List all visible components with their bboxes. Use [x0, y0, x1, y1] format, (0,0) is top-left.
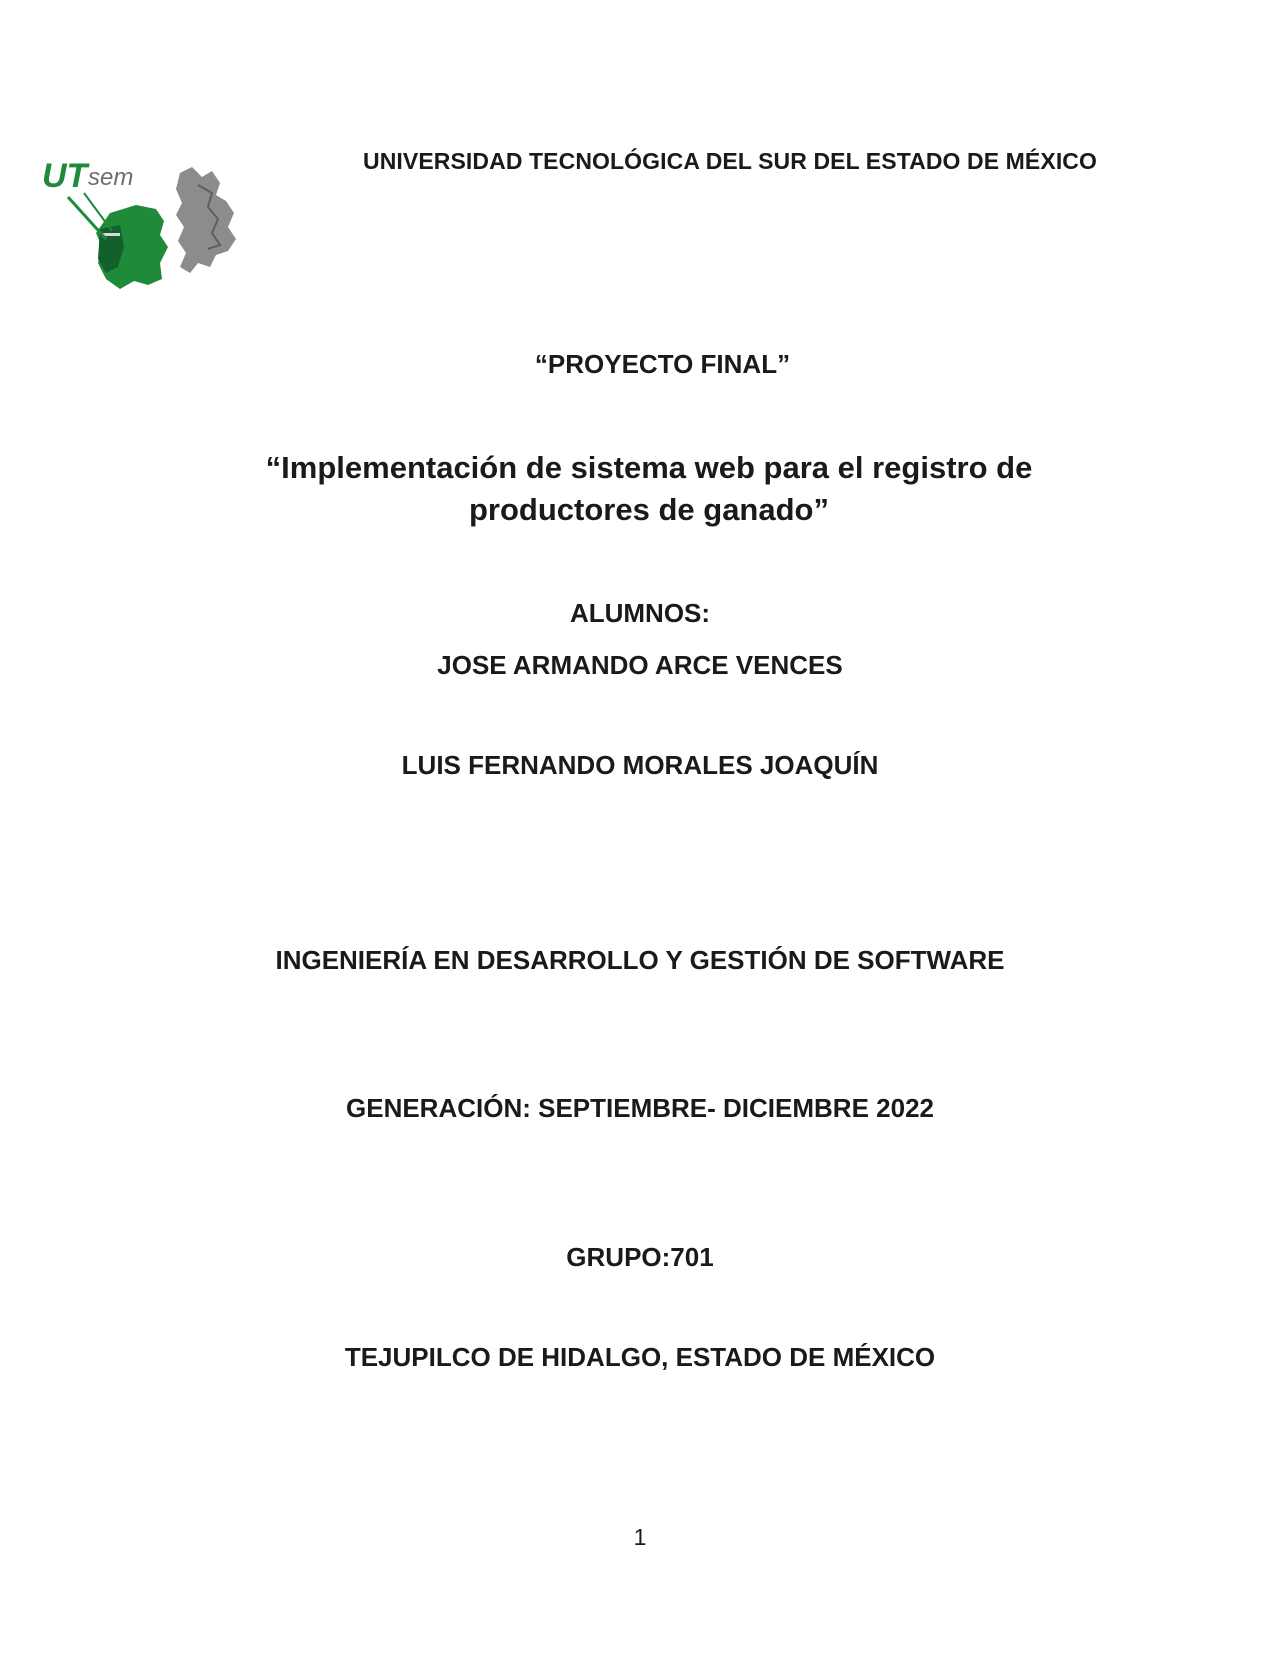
generation-text: GENERACIÓN: SEPTIEMBRE- DICIEMBRE 2022 — [346, 1093, 934, 1123]
logo-gray-map — [176, 167, 236, 273]
project-title — [0, 447, 1280, 531]
page-number: 1 — [633, 1524, 647, 1550]
university-name: UNIVERSIDAD TECNOLÓGICA DEL SUR DEL ESTADO DE MÉXICO — [362, 148, 1098, 174]
project-title-line-1: “Implementación de sistema web para el registro de — [265, 450, 1033, 485]
students-label: ALUMNOS: — [569, 598, 711, 628]
group-text: GRUPO:701 — [566, 1242, 714, 1272]
location-text: TEJUPILCO DE HIDALGO, ESTADO DE MÉXICO — [344, 1342, 936, 1372]
student-name: JOSE ARMANDO ARCE VENCES — [437, 650, 843, 680]
utsem-logo — [40, 155, 245, 295]
career-name: INGENIERÍA EN DESARROLLO Y GESTIÓN DE SOFTWARE — [275, 945, 1005, 975]
project-label: “PROYECTO FINAL” — [534, 349, 791, 379]
logo-sem-letters: sem — [88, 164, 134, 191]
project-title-line-2: productores de ganado” — [469, 492, 829, 527]
logo-ut-letters: UT — [42, 157, 88, 195]
student-name: LUIS FERNANDO MORALES JOAQUÍN — [401, 750, 879, 780]
